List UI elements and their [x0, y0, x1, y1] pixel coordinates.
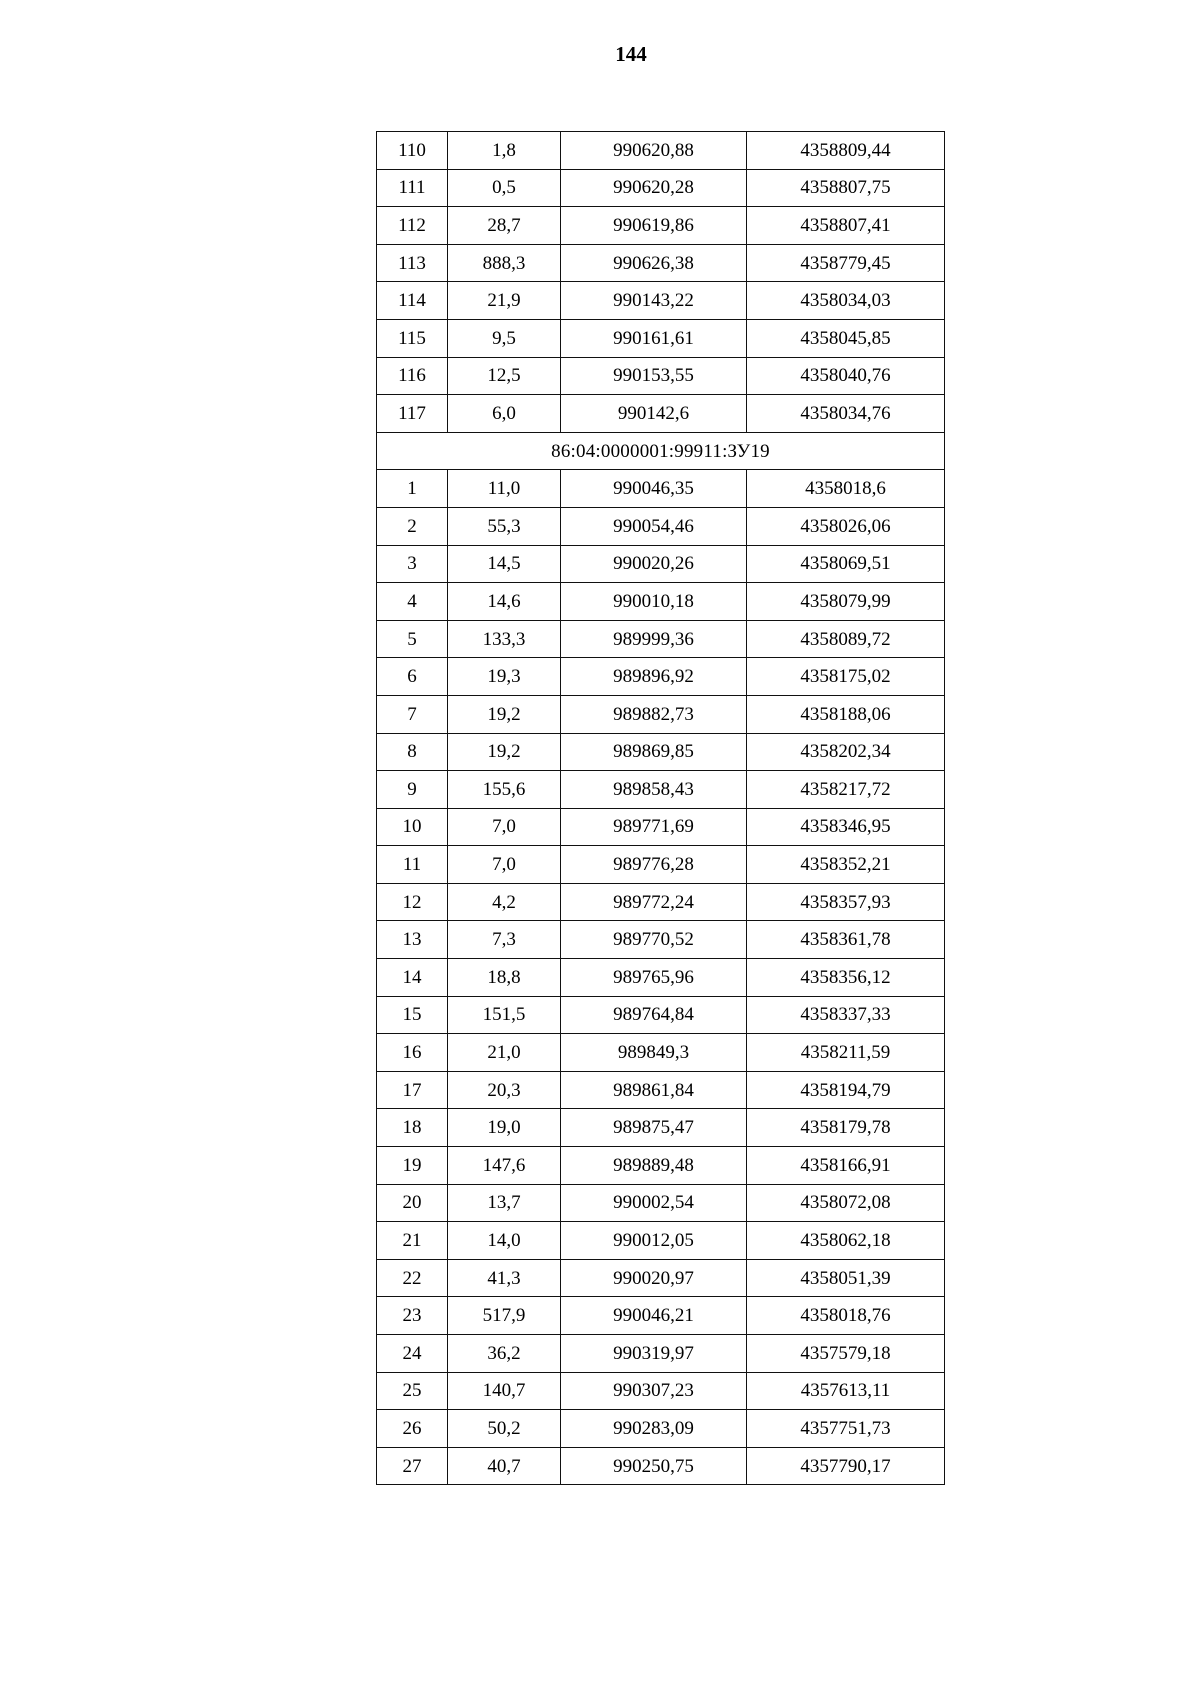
y-coordinate-cell: 4357751,73	[747, 1410, 945, 1448]
table-row	[377, 1222, 945, 1260]
distance-cell: 12,5	[448, 357, 561, 395]
x-coordinate-cell: 989869,85	[561, 733, 747, 771]
distance-cell: 1,8	[448, 132, 561, 170]
distance-cell: 41,3	[448, 1259, 561, 1297]
x-coordinate-cell: 990002,54	[561, 1184, 747, 1222]
distance-cell: 140,7	[448, 1372, 561, 1410]
section-header-row	[377, 432, 945, 470]
point-number-cell: 11	[377, 846, 448, 884]
x-coordinate-cell: 990307,23	[561, 1372, 747, 1410]
distance-cell: 11,0	[448, 470, 561, 508]
y-coordinate-cell: 4357579,18	[747, 1335, 945, 1373]
y-coordinate-cell: 4358194,79	[747, 1071, 945, 1109]
distance-cell: 7,3	[448, 921, 561, 959]
y-coordinate-cell: 4358179,78	[747, 1109, 945, 1147]
y-coordinate-cell: 4358034,03	[747, 282, 945, 320]
point-number-cell: 110	[377, 132, 448, 170]
point-number-cell: 112	[377, 207, 448, 245]
y-coordinate-cell: 4358188,06	[747, 695, 945, 733]
table-row	[377, 883, 945, 921]
x-coordinate-cell: 989875,47	[561, 1109, 747, 1147]
y-coordinate-cell: 4358166,91	[747, 1147, 945, 1185]
point-number-cell: 117	[377, 395, 448, 433]
table-row	[377, 1147, 945, 1185]
distance-cell: 133,3	[448, 620, 561, 658]
point-number-cell: 27	[377, 1447, 448, 1485]
x-coordinate-cell: 990319,97	[561, 1335, 747, 1373]
table-row	[377, 733, 945, 771]
point-number-cell: 3	[377, 545, 448, 583]
table-row	[377, 583, 945, 621]
y-coordinate-cell: 4358018,76	[747, 1297, 945, 1335]
point-number-cell: 13	[377, 921, 448, 959]
x-coordinate-cell: 989861,84	[561, 1071, 747, 1109]
table-row	[377, 1297, 945, 1335]
distance-cell: 155,6	[448, 771, 561, 809]
distance-cell: 21,9	[448, 282, 561, 320]
table-row	[377, 921, 945, 959]
distance-cell: 7,0	[448, 846, 561, 884]
table-row	[377, 1034, 945, 1072]
point-number-cell: 23	[377, 1297, 448, 1335]
point-number-cell: 115	[377, 319, 448, 357]
distance-cell: 14,6	[448, 583, 561, 621]
point-number-cell: 17	[377, 1071, 448, 1109]
table-row	[377, 395, 945, 433]
distance-cell: 55,3	[448, 507, 561, 545]
point-number-cell: 1	[377, 470, 448, 508]
distance-cell: 151,5	[448, 996, 561, 1034]
table-row	[377, 545, 945, 583]
point-number-cell: 114	[377, 282, 448, 320]
distance-cell: 517,9	[448, 1297, 561, 1335]
coordinates-table-body	[377, 132, 945, 1485]
y-coordinate-cell: 4358217,72	[747, 771, 945, 809]
y-coordinate-cell: 4358089,72	[747, 620, 945, 658]
distance-cell: 21,0	[448, 1034, 561, 1072]
point-number-cell: 22	[377, 1259, 448, 1297]
x-coordinate-cell: 990283,09	[561, 1410, 747, 1448]
distance-cell: 147,6	[448, 1147, 561, 1185]
point-number-cell: 113	[377, 244, 448, 282]
x-coordinate-cell: 989770,52	[561, 921, 747, 959]
y-coordinate-cell: 4358352,21	[747, 846, 945, 884]
y-coordinate-cell: 4358807,75	[747, 169, 945, 207]
x-coordinate-cell: 990161,61	[561, 319, 747, 357]
x-coordinate-cell: 990626,38	[561, 244, 747, 282]
y-coordinate-cell: 4358202,34	[747, 733, 945, 771]
x-coordinate-cell: 990250,75	[561, 1447, 747, 1485]
point-number-cell: 2	[377, 507, 448, 545]
point-number-cell: 15	[377, 996, 448, 1034]
point-number-cell: 19	[377, 1147, 448, 1185]
table-row	[377, 207, 945, 245]
table-row	[377, 771, 945, 809]
x-coordinate-cell: 990153,55	[561, 357, 747, 395]
x-coordinate-cell: 989772,24	[561, 883, 747, 921]
point-number-cell: 10	[377, 808, 448, 846]
x-coordinate-cell: 990020,97	[561, 1259, 747, 1297]
point-number-cell: 14	[377, 959, 448, 997]
table-row	[377, 996, 945, 1034]
table-row	[377, 658, 945, 696]
point-number-cell: 8	[377, 733, 448, 771]
y-coordinate-cell: 4358069,51	[747, 545, 945, 583]
coordinates-table	[376, 131, 945, 1485]
point-number-cell: 24	[377, 1335, 448, 1373]
table-row	[377, 695, 945, 733]
distance-cell: 9,5	[448, 319, 561, 357]
y-coordinate-cell: 4358807,41	[747, 207, 945, 245]
point-number-cell: 12	[377, 883, 448, 921]
table-row	[377, 1372, 945, 1410]
table-row	[377, 169, 945, 207]
point-number-cell: 116	[377, 357, 448, 395]
y-coordinate-cell: 4358040,76	[747, 357, 945, 395]
x-coordinate-cell: 990142,6	[561, 395, 747, 433]
table-row	[377, 1335, 945, 1373]
x-coordinate-cell: 989849,3	[561, 1034, 747, 1072]
table-row	[377, 319, 945, 357]
distance-cell: 14,5	[448, 545, 561, 583]
x-coordinate-cell: 989896,92	[561, 658, 747, 696]
distance-cell: 0,5	[448, 169, 561, 207]
y-coordinate-cell: 4358045,85	[747, 319, 945, 357]
table-row	[377, 620, 945, 658]
y-coordinate-cell: 4358809,44	[747, 132, 945, 170]
y-coordinate-cell: 4358034,76	[747, 395, 945, 433]
page-number: 144	[615, 42, 647, 66]
distance-cell: 18,8	[448, 959, 561, 997]
table-row	[377, 507, 945, 545]
x-coordinate-cell: 990046,35	[561, 470, 747, 508]
table-row	[377, 244, 945, 282]
x-coordinate-cell: 990143,22	[561, 282, 747, 320]
x-coordinate-cell: 990020,26	[561, 545, 747, 583]
distance-cell: 19,3	[448, 658, 561, 696]
table-row	[377, 357, 945, 395]
x-coordinate-cell: 989858,43	[561, 771, 747, 809]
section-title: 86:04:0000001:99911:ЗУ19	[377, 432, 945, 470]
x-coordinate-cell: 990046,21	[561, 1297, 747, 1335]
table-row	[377, 1184, 945, 1222]
table-row	[377, 470, 945, 508]
distance-cell: 19,2	[448, 733, 561, 771]
point-number-cell: 26	[377, 1410, 448, 1448]
point-number-cell: 6	[377, 658, 448, 696]
point-number-cell: 4	[377, 583, 448, 621]
table-row	[377, 959, 945, 997]
distance-cell: 50,2	[448, 1410, 561, 1448]
y-coordinate-cell: 4358026,06	[747, 507, 945, 545]
table-row	[377, 1071, 945, 1109]
point-number-cell: 25	[377, 1372, 448, 1410]
y-coordinate-cell: 4358175,02	[747, 658, 945, 696]
point-number-cell: 20	[377, 1184, 448, 1222]
x-coordinate-cell: 989765,96	[561, 959, 747, 997]
table-row	[377, 1259, 945, 1297]
table-row	[377, 1109, 945, 1147]
distance-cell: 20,3	[448, 1071, 561, 1109]
y-coordinate-cell: 4358211,59	[747, 1034, 945, 1072]
point-number-cell: 18	[377, 1109, 448, 1147]
y-coordinate-cell: 4358072,08	[747, 1184, 945, 1222]
table-row	[377, 132, 945, 170]
distance-cell: 28,7	[448, 207, 561, 245]
point-number-cell: 9	[377, 771, 448, 809]
x-coordinate-cell: 989889,48	[561, 1147, 747, 1185]
x-coordinate-cell: 990054,46	[561, 507, 747, 545]
x-coordinate-cell: 990620,88	[561, 132, 747, 170]
y-coordinate-cell: 4358079,99	[747, 583, 945, 621]
x-coordinate-cell: 990010,18	[561, 583, 747, 621]
table-row	[377, 846, 945, 884]
y-coordinate-cell: 4358337,33	[747, 996, 945, 1034]
y-coordinate-cell: 4358018,6	[747, 470, 945, 508]
table-row	[377, 1447, 945, 1485]
x-coordinate-cell: 989771,69	[561, 808, 747, 846]
table-row	[377, 1410, 945, 1448]
x-coordinate-cell: 989776,28	[561, 846, 747, 884]
distance-cell: 14,0	[448, 1222, 561, 1260]
point-number-cell: 21	[377, 1222, 448, 1260]
distance-cell: 40,7	[448, 1447, 561, 1485]
y-coordinate-cell: 4358779,45	[747, 244, 945, 282]
table-row	[377, 282, 945, 320]
distance-cell: 13,7	[448, 1184, 561, 1222]
y-coordinate-cell: 4358361,78	[747, 921, 945, 959]
y-coordinate-cell: 4357790,17	[747, 1447, 945, 1485]
distance-cell: 6,0	[448, 395, 561, 433]
distance-cell: 4,2	[448, 883, 561, 921]
x-coordinate-cell: 990620,28	[561, 169, 747, 207]
distance-cell: 7,0	[448, 808, 561, 846]
x-coordinate-cell: 989882,73	[561, 695, 747, 733]
distance-cell: 888,3	[448, 244, 561, 282]
x-coordinate-cell: 990619,86	[561, 207, 747, 245]
x-coordinate-cell: 989999,36	[561, 620, 747, 658]
point-number-cell: 111	[377, 169, 448, 207]
x-coordinate-cell: 990012,05	[561, 1222, 747, 1260]
distance-cell: 19,0	[448, 1109, 561, 1147]
y-coordinate-cell: 4358346,95	[747, 808, 945, 846]
point-number-cell: 5	[377, 620, 448, 658]
table-row	[377, 808, 945, 846]
distance-cell: 19,2	[448, 695, 561, 733]
point-number-cell: 16	[377, 1034, 448, 1072]
distance-cell: 36,2	[448, 1335, 561, 1373]
y-coordinate-cell: 4357613,11	[747, 1372, 945, 1410]
y-coordinate-cell: 4358062,18	[747, 1222, 945, 1260]
point-number-cell: 7	[377, 695, 448, 733]
y-coordinate-cell: 4358357,93	[747, 883, 945, 921]
x-coordinate-cell: 989764,84	[561, 996, 747, 1034]
y-coordinate-cell: 4358051,39	[747, 1259, 945, 1297]
y-coordinate-cell: 4358356,12	[747, 959, 945, 997]
